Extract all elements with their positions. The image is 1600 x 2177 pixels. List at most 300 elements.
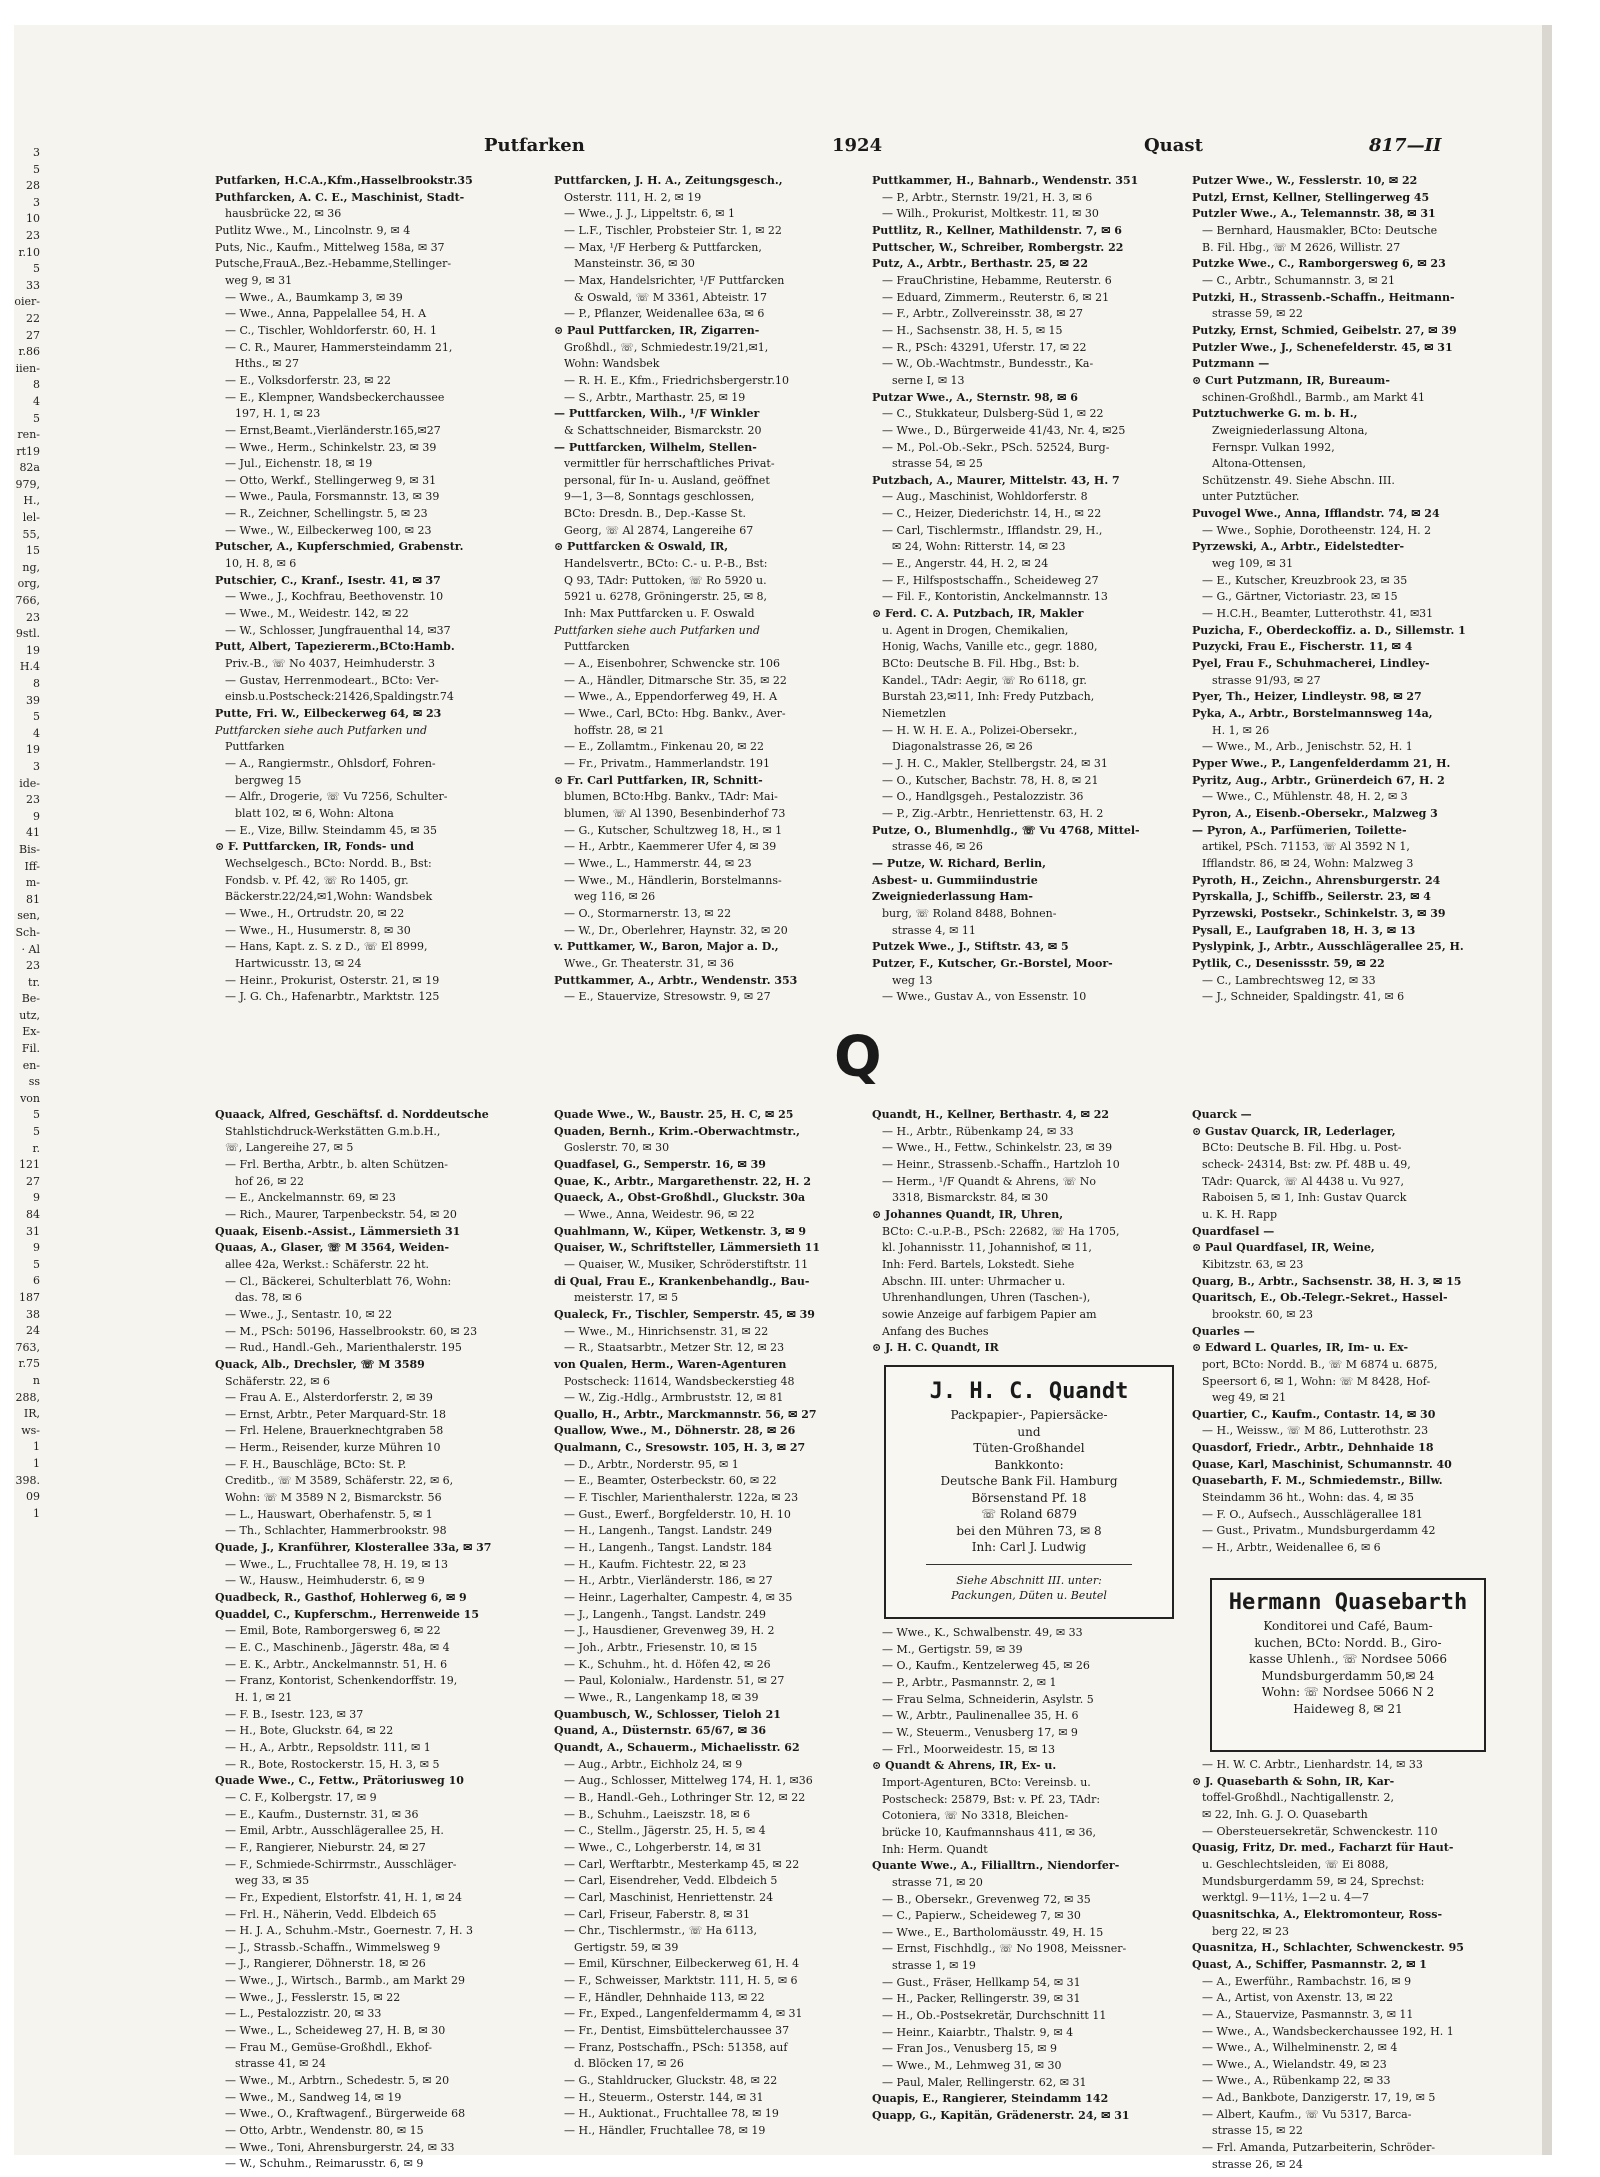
directory-entry: — M., PSch: 50196, Hasselbrookstr. 60, ✉ 23 bbox=[225, 1324, 478, 1338]
directory-entry: — B., Obersekr., Grevenweg 72, ✉ 35 bbox=[882, 1892, 1091, 1906]
column-3-bottom-upper bbox=[872, 1107, 1182, 1362]
directory-entry: Pyrzewski, Postsekr., Schinkelstr. 3, ✉ 39 bbox=[1192, 906, 1446, 920]
directory-entry: Ifflandstr. 86, ✉ 24, Wohn: Malzweg 3 bbox=[1202, 856, 1414, 870]
directory-entry: — Albert, Kaufm., ☏ Vu 5317, Barca- bbox=[1202, 2107, 1412, 2121]
ad-line: Wohn: ☏ Nordsee 5066 N 2 bbox=[1261, 1685, 1435, 1699]
directory-entry: — B., Schuhm., Laeiszstr. 18, ✉ 6 bbox=[564, 1807, 751, 1821]
directory-entry: — O., Stormarnerstr. 13, ✉ 22 bbox=[564, 906, 732, 920]
directory-entry: Putfarken, H.C.A.,Kfm.,Hasselbrookstr.35 bbox=[215, 174, 473, 187]
directory-entry: — Rud., Handl.-Geh., Marienthalerstr. 195 bbox=[225, 1341, 462, 1355]
strip-fragment: 288, bbox=[15, 1390, 40, 1404]
directory-entry: ⊙ Johannes Quandt, IR, Uhren, bbox=[872, 1207, 1064, 1221]
directory-entry: weg 116, ✉ 26 bbox=[574, 890, 656, 904]
directory-entry: — Wwe., H., Ortrudstr. 20, ✉ 22 bbox=[225, 906, 405, 920]
directory-entry: burg, ☏ Roland 8488, Bohnen- bbox=[882, 906, 1057, 920]
directory-entry: — C., Heizer, Diederichstr. 14, H., ✉ 22 bbox=[882, 507, 1102, 521]
directory-entry: Puttfarken bbox=[225, 740, 285, 754]
directory-entry: — Otto, Werkf., Stellingerweg 9, ✉ 31 bbox=[225, 473, 437, 487]
directory-entry: — Gust., Privatm., Mundsburgerdamm 42 bbox=[1202, 1524, 1436, 1538]
directory-entry: — Ernst,Beamt.,Vierländerstr.165,✉27 bbox=[225, 423, 441, 437]
strip-fragment: ss bbox=[28, 1075, 40, 1089]
directory-entry: Wechselgesch., BCto: Nordd. B., Bst: bbox=[225, 856, 432, 870]
directory-entry: 9—1, 3—8, Sonntags geschlossen, bbox=[564, 490, 755, 504]
directory-entry: Quaak, Eisenb.-Assist., Lämmersieth 31 bbox=[215, 1224, 461, 1238]
directory-entry: — H., Langenh., Tangst. Landstr. 184 bbox=[564, 1541, 773, 1555]
directory-entry: — Heinr., Prokurist, Osterstr. 21, ✉ 19 bbox=[225, 973, 440, 987]
directory-entry: ✉ 24, Wohn: Ritterstr. 14, ✉ 23 bbox=[892, 540, 1066, 554]
directory-entry: — R. H. E., Kfm., Friedrichsbergerstr.10 bbox=[564, 373, 789, 387]
strip-fragment: r.75 bbox=[18, 1357, 40, 1371]
directory-entry: u. K. H. Rapp bbox=[1202, 1207, 1278, 1221]
directory-entry: — Fran Jos., Venusberg 15, ✉ 9 bbox=[882, 2042, 1058, 2056]
strip-fragment: 763, bbox=[15, 1340, 40, 1354]
directory-entry: — Wwe., Anna, Pappelallee 54, H. A bbox=[225, 307, 427, 321]
directory-entry: Cotoniera, ☏ No 3318, Bleichen- bbox=[882, 1809, 1069, 1823]
directory-entry: — C. F., Kolbergstr. 17, ✉ 9 bbox=[225, 1790, 377, 1804]
directory-entry: BCto: C.-u.P.-B., PSch: 22682, ☏ Ha 1705, bbox=[882, 1224, 1120, 1238]
directory-entry: — H., Steuerm., Osterstr. 144, ✉ 31 bbox=[564, 2090, 764, 2104]
directory-entry: — E., Vize, Billw. Steindamm 45, ✉ 35 bbox=[225, 823, 438, 837]
directory-entry: Quardfasel — bbox=[1192, 1224, 1275, 1238]
directory-entry: — H., Auktionat., Fruchtallee 78, ✉ 19 bbox=[564, 2107, 779, 2121]
strip-fragment: 3 bbox=[33, 195, 40, 209]
directory-entry: von Qualen, Herm., Waren-Agenturen bbox=[554, 1357, 787, 1371]
directory-entry: ⊙ Paul Puttfarcken, IR, Zigarren- bbox=[554, 323, 760, 337]
strip-fragment: ws- bbox=[21, 1423, 40, 1437]
column-2-bottom bbox=[554, 1107, 864, 2147]
directory-entry: Steindamm 36 ht., Wohn: das. 4, ✉ 35 bbox=[1202, 1491, 1415, 1505]
directory-entry: Hths., ✉ 27 bbox=[235, 357, 299, 371]
directory-entry: — Wwe., J., Wirtsch., Barmb., am Markt 29 bbox=[225, 1974, 465, 1988]
directory-entry: — Wwe., M., Händlerin, Borstelmanns- bbox=[564, 873, 782, 887]
directory-entry: — K., Schuhm., ht. d. Höfen 42, ✉ 26 bbox=[564, 1657, 771, 1671]
directory-entry: Mundsburgerdamm 59, ✉ 24, Sprechst: bbox=[1202, 1874, 1425, 1888]
directory-entry: hof 26, ✉ 22 bbox=[235, 1174, 304, 1188]
directory-entry: ⊙ Edward L. Quarles, IR, Im- u. Ex- bbox=[1192, 1341, 1409, 1355]
directory-entry: Pyka, A., Arbtr., Borstelmannsweg 14a, bbox=[1192, 707, 1433, 720]
strip-fragment: von bbox=[20, 1091, 40, 1105]
directory-entry: blumen, BCto:Hbg. Bankv., TAdr: Mai- bbox=[564, 790, 778, 804]
directory-entry: Schäferstr. 22, ✉ 6 bbox=[225, 1374, 330, 1388]
strip-fragment: Be- bbox=[21, 992, 40, 1006]
directory-entry: Quarles — bbox=[1192, 1324, 1255, 1338]
directory-entry: — H. J. A., Schuhm.-Mstr., Goernestr. 7, H. 3 bbox=[225, 1924, 473, 1938]
directory-entry: — Wwe., J., Sentastr. 10, ✉ 22 bbox=[225, 1307, 393, 1321]
directory-entry: 10, H. 8, ✉ 6 bbox=[225, 557, 297, 571]
directory-entry: Inh: Max Puttfarcken u. F. Oswald bbox=[564, 607, 755, 621]
strip-fragment: 82a bbox=[19, 461, 40, 475]
directory-entry: — Quaiser, W., Musiker, Schröderstiftstr. 11 bbox=[564, 1257, 809, 1271]
directory-entry: — F., Schweisser, Marktstr. 111, H. 5, ✉ 6 bbox=[564, 1974, 798, 1988]
directory-entry: — Eduard, Zimmerm., Reuterstr. 6, ✉ 21 bbox=[882, 290, 1110, 304]
directory-entry: Quandt, H., Kellner, Berthastr. 4, ✉ 22 bbox=[872, 1108, 1110, 1121]
directory-entry: vermittler für herrschaftliches Privat- bbox=[564, 457, 775, 471]
directory-entry: — E., Stauervize, Stresowstr. 9, ✉ 27 bbox=[564, 990, 771, 1004]
directory-entry: — O., Kaufm., Kentzelerweg 45, ✉ 26 bbox=[882, 1659, 1090, 1673]
directory-entry: — Frau A. E., Alsterdorferstr. 2, ✉ 39 bbox=[225, 1391, 433, 1405]
directory-entry: BCto: Deutsche B. Fil. Hbg. u. Post- bbox=[1202, 1141, 1402, 1155]
directory-entry: — O., Kutscher, Bachstr. 78, H. 8, ✉ 21 bbox=[882, 773, 1099, 787]
strip-fragment: 6 bbox=[33, 1274, 40, 1288]
strip-fragment: 5 bbox=[33, 1108, 40, 1122]
directory-entry: — Wwe., A., Wandsbeckerchaussee 192, H. 1 bbox=[1202, 2024, 1454, 2038]
strip-fragment: 22 bbox=[26, 311, 40, 325]
directory-entry: — Frau Selma, Schneiderin, Asylstr. 5 bbox=[882, 1692, 1094, 1706]
directory-entry: — R., Staatsarbtr., Metzer Str. 12, ✉ 23 bbox=[564, 1341, 785, 1355]
directory-entry: — Wwe., Gustav A., von Essenstr. 10 bbox=[882, 990, 1087, 1004]
directory-entry: Putzbach, A., Maurer, Mittelstr. 43, H. 7 bbox=[872, 473, 1120, 487]
directory-entry: weg 49, ✉ 21 bbox=[1212, 1391, 1287, 1405]
strip-fragment: 4 bbox=[33, 726, 40, 740]
strip-fragment: org, bbox=[17, 577, 40, 591]
strip-fragment: · Al bbox=[21, 942, 40, 956]
directory-entry: Puts, Nic., Kaufm., Mittelweg 158a, ✉ 37 bbox=[215, 240, 445, 254]
directory-entry: Abschn. III. unter: Uhrmacher u. bbox=[882, 1274, 1066, 1288]
directory-entry: — M., Pol.-Ob.-Sekr., PSch. 52524, Burg- bbox=[882, 440, 1110, 454]
directory-entry: Fondsb. v. Pf. 42, ☏ Ro 1405, gr. bbox=[225, 873, 409, 887]
directory-entry: — Carl, Friseur, Faberstr. 8, ✉ 31 bbox=[564, 1907, 750, 1921]
directory-entry: Pytlik, C., Desenissstr. 59, ✉ 22 bbox=[1192, 956, 1385, 970]
directory-entry: — Wwe., A., Rübenkamp 22, ✉ 33 bbox=[1202, 2074, 1391, 2088]
directory-entry: — F. B., Isestr. 123, ✉ 37 bbox=[225, 1707, 364, 1721]
directory-entry: — Paul, Kolonialw., Hardenstr. 51, ✉ 27 bbox=[564, 1674, 785, 1688]
ad-line: Siehe Abschnitt III. unter: bbox=[956, 1573, 1102, 1587]
strip-fragment: 5 bbox=[33, 162, 40, 176]
strip-fragment: 8 bbox=[33, 677, 40, 690]
directory-entry: — J., Hausdiener, Grevenweg 39, H. 2 bbox=[564, 1624, 775, 1638]
directory-entry: Kandel., TAdr: Aegir, ☏ Ro 6118, gr. bbox=[882, 673, 1087, 687]
strip-fragment: en- bbox=[22, 1058, 40, 1072]
directory-entry: Bäckerstr.22/24,✉1,Wohn: Wandsbek bbox=[225, 890, 433, 904]
directory-entry: TAdr: Quarck, ☏ Al 4438 u. Vu 927, bbox=[1202, 1174, 1405, 1188]
directory-entry: Quaeck, A., Obst-Großhdl., Gluckstr. 30a bbox=[554, 1191, 806, 1205]
directory-entry: — Wwe., K., Schwalbenstr. 49, ✉ 33 bbox=[882, 1626, 1083, 1639]
directory-entry: — Ad., Bankbote, Danzigerstr. 17, 19, ✉ 5 bbox=[1202, 2091, 1436, 2105]
directory-entry: — O., Handlgsgeh., Pestalozzistr. 36 bbox=[882, 790, 1084, 804]
directory-entry: — Wwe., R., Langenkamp 18, ✉ 39 bbox=[564, 1690, 759, 1704]
directory-entry: — Aug., Schlosser, Mittelweg 174, H. 1, ✉36 bbox=[564, 1774, 813, 1788]
directory-entry: Postscheck: 11614, Wandsbeckerstieg 48 bbox=[564, 1374, 795, 1388]
directory-entry: — Max, ¹/F Herberg & Puttfarcken, bbox=[564, 240, 762, 254]
directory-entry: Import-Agenturen, BCto: Vereinsb. u. bbox=[882, 1775, 1091, 1789]
directory-entry: Putzer Wwe., W., Fesslerstr. 10, ✉ 22 bbox=[1192, 174, 1418, 187]
directory-entry: — Gust., Ewerf., Borgfelderstr. 10, H. 10 bbox=[564, 1507, 791, 1521]
directory-entry: — M., Gertigstr. 59, ✉ 39 bbox=[882, 1642, 1023, 1656]
directory-entry: blumen, ☏ Al 1390, Besenbinderhof 73 bbox=[564, 806, 786, 820]
strip-fragment: oier- bbox=[14, 295, 40, 309]
ad-line: bei den Mühren 73, ✉ 8 bbox=[956, 1523, 1102, 1538]
directory-entry: Putzler Wwe., J., Schenefelderstr. 45, ✉ 31 bbox=[1192, 340, 1453, 354]
directory-entry: Putzler Wwe., A., Telemannstr. 38, ✉ 31 bbox=[1192, 207, 1436, 221]
directory-entry: — Heinr., Kaiarbtr., Thalstr. 9, ✉ 4 bbox=[882, 2025, 1074, 2039]
directory-entry: — Wwe., M., Lehmweg 31, ✉ 30 bbox=[882, 2059, 1062, 2073]
directory-entry: Quade Wwe., W., Baustr. 25, H. C, ✉ 25 bbox=[554, 1108, 794, 1121]
strip-fragment: 5 bbox=[33, 710, 40, 724]
strip-fragment: 23 bbox=[26, 959, 40, 973]
directory-entry: Qualeck, Fr., Tischler, Semperstr. 45, ✉ 39 bbox=[554, 1307, 815, 1321]
directory-entry: — Wwe., M., Sandweg 14, ✉ 19 bbox=[225, 2090, 402, 2104]
directory-entry: ⊙ J. H. C. Quandt, IR bbox=[872, 1341, 999, 1355]
directory-entry: Quaritsch, E., Ob.-Telegr.-Sekret., Hassel- bbox=[1192, 1291, 1448, 1305]
strip-fragment: 5 bbox=[33, 1257, 40, 1271]
strip-fragment: 55, bbox=[22, 527, 40, 541]
directory-entry: Mansteinstr. 36, ✉ 30 bbox=[574, 257, 695, 271]
strip-fragment: 187 bbox=[19, 1290, 40, 1304]
directory-entry: Quartier, C., Kaufm., Contastr. 14, ✉ 30 bbox=[1192, 1407, 1436, 1421]
directory-entry: — F., Hilfspostschaffn., Scheideweg 27 bbox=[882, 573, 1099, 587]
directory-entry: — Wwe., M., Hinrichsenstr. 31, ✉ 22 bbox=[564, 1324, 769, 1338]
directory-entry: — W., Steuerm., Venusberg 17, ✉ 9 bbox=[882, 1725, 1078, 1739]
ad-line: Mundsburgerdamm 50,✉ 24 bbox=[1261, 1668, 1435, 1683]
strip-fragment: 19 bbox=[26, 643, 40, 657]
directory-entry: hoffstr. 28, ✉ 21 bbox=[574, 723, 665, 737]
directory-entry: Pyer, Th., Heizer, Lindleystr. 98, ✉ 27 bbox=[1192, 690, 1422, 704]
directory-entry: Postscheck: 25879, Bst: v. Pf. 23, TAdr: bbox=[882, 1792, 1101, 1806]
strip-fragment: r.10 bbox=[18, 245, 40, 259]
strip-fragment: 31 bbox=[26, 1224, 40, 1238]
directory-entry: brücke 10, Kaufmannshaus 411, ✉ 36, bbox=[882, 1825, 1097, 1839]
directory-entry: — R., Zeichner, Schellingstr. 5, ✉ 23 bbox=[225, 507, 428, 521]
directory-entry: Inh: Herm. Quandt bbox=[882, 1842, 988, 1856]
directory-entry: Quade, J., Kranführer, Klosterallee 33a, ✉ 37 bbox=[215, 1541, 492, 1555]
strip-fragment: n bbox=[32, 1373, 40, 1387]
directory-entry: Zweigniederlassung Altona, bbox=[1212, 423, 1368, 437]
directory-entry: — FrauChristine, Hebamme, Reuterstr. 6 bbox=[882, 273, 1112, 287]
directory-entry: ☏, Langereihe 27, ✉ 5 bbox=[225, 1141, 354, 1155]
directory-entry: Fernspr. Vulkan 1992, bbox=[1212, 440, 1335, 454]
directory-entry: — Ernst, Arbtr., Peter Marquard-Str. 18 bbox=[225, 1407, 447, 1421]
strip-fragment: 766, bbox=[15, 594, 40, 608]
strip-fragment: Iff- bbox=[24, 859, 40, 873]
strip-fragment: 1 bbox=[33, 1440, 40, 1454]
directory-entry: v. Puttkamer, W., Baron, Major a. D., bbox=[554, 940, 779, 954]
directory-entry: strasse 41, ✉ 24 bbox=[235, 2057, 326, 2071]
directory-entry: Priv.-B., ☏ No 4037, Heimhuderstr. 3 bbox=[225, 657, 435, 671]
directory-entry: — A., Artist, von Axenstr. 13, ✉ 22 bbox=[1202, 1991, 1394, 2005]
strip-fragment: 9 bbox=[33, 1191, 40, 1205]
strip-fragment: 3 bbox=[33, 146, 40, 159]
directory-entry: hausbrücke 22, ✉ 36 bbox=[225, 207, 342, 221]
directory-entry: — H., A., Arbtr., Repsoldstr. 111, ✉ 1 bbox=[225, 1740, 431, 1754]
strip-fragment: 5 bbox=[33, 411, 40, 425]
directory-entry: Quapp, G., Kapitän, Grädenerstr. 24, ✉ 31 bbox=[872, 2109, 1130, 2123]
directory-entry: — J., Strassb.-Schaffn., Wimmelsweg 9 bbox=[225, 1940, 441, 1954]
directory-entry: Q 93, TAdr: Puttoken, ☏ Ro 5920 u. bbox=[564, 573, 767, 587]
directory-entry: — C., Lambrechtsweg 12, ✉ 33 bbox=[1202, 973, 1376, 987]
directory-entry: 197, H. 1, ✉ 23 bbox=[235, 407, 321, 421]
directory-entry: — F. H., Bauschläge, BCto: St. P. bbox=[225, 1457, 407, 1471]
directory-entry: Quast, A., Schiffer, Pasmannstr. 2, ✉ 1 bbox=[1192, 1957, 1427, 1971]
directory-entry: Hartwicusstr. 13, ✉ 24 bbox=[235, 956, 362, 970]
directory-entry: Quambusch, W., Schlosser, Tieloh 21 bbox=[554, 1707, 781, 1721]
directory-entry: — Wwe., Paula, Forsmannstr. 13, ✉ 39 bbox=[225, 490, 440, 504]
directory-entry: — H., Kaufm. Fichtestr. 22, ✉ 23 bbox=[564, 1557, 747, 1571]
directory-entry: Puttfarcken, J. H. A., Zeitungsgesch., bbox=[554, 174, 783, 187]
directory-entry: Putzl, Ernst, Kellner, Stellingerweg 45 bbox=[1192, 190, 1430, 204]
directory-entry: — Wwe., O., Kraftwagenf., Bürgerweide 68 bbox=[225, 2107, 466, 2121]
directory-entry: weg 109, ✉ 31 bbox=[1212, 557, 1294, 571]
strip-fragment: 979, bbox=[15, 477, 40, 491]
column-4-bottom-lower bbox=[1192, 1757, 1512, 2171]
directory-entry: serne I, ✉ 13 bbox=[892, 373, 965, 387]
directory-entry: Puzycki, Frau E., Fischerstr. 11, ✉ 4 bbox=[1192, 640, 1413, 654]
directory-entry: — P., Arbtr., Pasmannstr. 2, ✉ 1 bbox=[882, 1675, 1057, 1689]
directory-entry: Puzicha, F., Oberdeckoffiz. a. D., Sillemstr. 1 bbox=[1192, 623, 1466, 637]
strip-fragment: ren- bbox=[17, 428, 40, 442]
directory-entry: — C., Tischler, Wohldorferstr. 60, H. 1 bbox=[225, 323, 438, 337]
directory-entry: allee 42a, Werkst.: Schäferstr. 22 ht. bbox=[225, 1257, 430, 1271]
directory-entry: Quase, Karl, Maschinist, Schumannstr. 40 bbox=[1192, 1457, 1452, 1471]
directory-entry: ⊙ F. Puttfarcken, IR, Fonds- und bbox=[215, 840, 414, 854]
page-header bbox=[14, 135, 1542, 165]
directory-entry: Großhdl., ☏, Schmiedestr.19/21,✉1, bbox=[564, 340, 769, 354]
directory-entry: das. 78, ✉ 6 bbox=[235, 1291, 302, 1305]
directory-entry: ⊙ Fr. Carl Puttfarken, IR, Schnitt- bbox=[554, 773, 763, 787]
directory-entry: — W., Schlosser, Jungfrauenthal 14, ✉37 bbox=[225, 623, 451, 637]
directory-entry: Putz, A., Arbtr., Berthastr. 25, ✉ 22 bbox=[872, 257, 1088, 271]
directory-entry: — J. G. Ch., Hafenarbtr., Marktstr. 125 bbox=[225, 990, 440, 1004]
directory-entry: Pyper Wwe., P., Langenfelderdamm 21, H. bbox=[1192, 756, 1451, 770]
directory-entry: Pyron, A., Eisenb.-Obersekr., Malzweg 3 bbox=[1192, 806, 1438, 820]
ad-line: Inh: Carl J. Ludwig bbox=[971, 1540, 1087, 1554]
directory-entry: Quapis, E., Rangierer, Steindamm 142 bbox=[872, 2092, 1109, 2106]
header-right-keyword: Quast bbox=[1144, 135, 1203, 156]
strip-fragment: r. bbox=[32, 1141, 40, 1155]
directory-entry: — Wwe., Toni, Ahrensburgerstr. 24, ✉ 33 bbox=[225, 2140, 455, 2154]
directory-entry: Quasnitschka, A., Elektromonteur, Ross- bbox=[1192, 1907, 1443, 1921]
column-4-bottom-upper bbox=[1192, 1107, 1512, 1557]
directory-entry: Stahlstichdruck-Werkstätten G.m.b.H., bbox=[225, 1124, 441, 1138]
column-4-top bbox=[1192, 173, 1512, 1018]
directory-entry: berg 22, ✉ 23 bbox=[1212, 1924, 1290, 1938]
directory-entry: Putzmann — bbox=[1192, 357, 1270, 371]
directory-entry: — H., Ob.-Postsekretär, Durchschnitt 11 bbox=[882, 2009, 1107, 2023]
directory-entry: Quadfasel, G., Semperstr. 16, ✉ 39 bbox=[554, 1157, 766, 1171]
directory-entry: — Ernst, Fischhdlg., ☏ No 1908, Meissner- bbox=[882, 1942, 1127, 1956]
directory-entry: — Fr., Exped., Langenfeldermamm 4, ✉ 31 bbox=[564, 2007, 803, 2021]
directory-entry: Burstah 23,✉11, Inh: Fredy Putzbach, bbox=[882, 690, 1095, 704]
directory-entry: — E., Angerstr. 44, H. 2, ✉ 24 bbox=[882, 557, 1049, 571]
directory-entry: — Fil. F., Kontoristin, Anckelmannstr. 13 bbox=[882, 590, 1108, 604]
directory-entry: — J., Rangierer, Döhnerstr. 18, ✉ 26 bbox=[225, 1957, 426, 1971]
strip-fragment: 28 bbox=[26, 179, 40, 193]
directory-entry: — Frl. Bertha, Arbtr., b. alten Schützen- bbox=[225, 1157, 449, 1171]
directory-entry: — Frl., Moorweidestr. 15, ✉ 13 bbox=[882, 1742, 1055, 1756]
directory-entry: — Rich., Maurer, Tarpenbeckstr. 54, ✉ 20 bbox=[225, 1207, 457, 1221]
directory-entry: Quallow, Wwe., M., Döhnerstr. 28, ✉ 26 bbox=[554, 1424, 796, 1438]
directory-entry: Puttscher, W., Schreiber, Rombergstr. 22 bbox=[872, 240, 1124, 254]
directory-entry: weg 9, ✉ 31 bbox=[225, 273, 293, 287]
directory-entry: Asbest- u. Gummiindustrie bbox=[872, 873, 1038, 887]
directory-entry: — Wwe., M., Arb., Jenischstr. 52, H. 1 bbox=[1202, 740, 1413, 754]
directory-entry: Handelsvertr., BCto: C.- u. P.-B., Bst: bbox=[564, 557, 768, 571]
directory-entry: strasse 59, ✉ 22 bbox=[1212, 307, 1303, 321]
directory-entry: ⊙ J. Quasebarth & Sohn, IR, Kar- bbox=[1192, 1774, 1395, 1788]
directory-entry: — G., Stahldrucker, Gluckstr. 48, ✉ 22 bbox=[564, 2074, 778, 2088]
directory-entry: — Puttfarcken, Wilh., ¹/F Winkler bbox=[554, 407, 760, 421]
column-1-bottom bbox=[215, 1107, 545, 2171]
directory-entry: ⊙ Quandt & Ahrens, IR, Ex- u. bbox=[872, 1759, 1057, 1773]
directory-entry: Putzke Wwe., C., Ramborgersweg 6, ✉ 23 bbox=[1192, 257, 1446, 271]
directory-entry: — Fr., Privatm., Hammerlandstr. 191 bbox=[564, 756, 771, 770]
directory-entry: — Hans, Kapt. z. S. z D., ☏ El 8999, bbox=[225, 940, 428, 954]
directory-entry: blatt 102, ✉ 6, Wohn: Altona bbox=[235, 806, 394, 820]
directory-entry: — Wwe., Anna, Weidestr. 96, ✉ 22 bbox=[564, 1207, 755, 1221]
strip-fragment: sen, bbox=[17, 909, 40, 923]
directory-entry: kl. Johannisstr. 11, Johannishof, ✉ 11, bbox=[882, 1241, 1092, 1255]
header-left-keyword: Putfarken bbox=[484, 135, 585, 156]
directory-entry: — E., Kutscher, Kreuzbrook 23, ✉ 35 bbox=[1202, 573, 1408, 587]
directory-entry: Putzki, H., Strassenb.-Schaffn., Heitmann- bbox=[1192, 290, 1455, 304]
directory-entry: Quadbeck, R., Gasthof, Hohlerweg 6, ✉ 9 bbox=[215, 1591, 467, 1605]
directory-page bbox=[14, 25, 1542, 2171]
directory-entry: — Wwe., J., Fesslerstr. 15, ✉ 22 bbox=[225, 1990, 401, 2004]
directory-entry: — Wwe., M., Weidestr. 142, ✉ 22 bbox=[225, 607, 409, 621]
adjacent-page-strip bbox=[14, 145, 42, 2095]
directory-entry: — Wwe., L., Hammerstr. 44, ✉ 23 bbox=[564, 856, 752, 870]
strip-fragment: 19 bbox=[26, 743, 40, 757]
directory-entry: Putzar Wwe., A., Sternstr. 98, ✉ 6 bbox=[872, 390, 1078, 404]
strip-fragment: 8 bbox=[33, 378, 40, 392]
directory-entry: strasse 71, ✉ 20 bbox=[892, 1875, 983, 1889]
strip-fragment: 121 bbox=[19, 1158, 40, 1172]
directory-entry: — H., Langenh., Tangst. Landstr. 249 bbox=[564, 1524, 773, 1538]
section-letter: Q bbox=[834, 1025, 882, 1090]
directory-entry: BCto: Dresdn. B., Dep.-Kasse St. bbox=[564, 507, 746, 521]
directory-entry: — E., Klempner, Wandsbeckerchaussee bbox=[225, 390, 445, 404]
directory-entry: Puttkammer, A., Arbtr., Wendenstr. 353 bbox=[554, 973, 798, 987]
directory-entry: Quack, Alb., Drechsler, ☏ M 3589 bbox=[215, 1357, 425, 1371]
directory-entry: — Fr., Dentist, Eimsbüttelerchaussee 37 bbox=[564, 2024, 790, 2038]
directory-entry: — Wwe., Carl, BCto: Hbg. Bankv., Aver- bbox=[564, 707, 786, 720]
directory-entry: Pyroth, H., Zeichn., Ahrensburgerstr. 24 bbox=[1192, 873, 1441, 887]
directory-entry: — Paul, Maler, Rellingerstr. 62, ✉ 31 bbox=[882, 2075, 1087, 2089]
quasebarth-ad-title: Hermann Quasebarth bbox=[1228, 1590, 1468, 1615]
directory-entry: — Wwe., Herm., Schinkelstr. 23, ✉ 39 bbox=[225, 440, 437, 454]
strip-fragment: tr. bbox=[28, 975, 40, 989]
ad-line: Packpapier-, Papiersäcke- bbox=[950, 1408, 1108, 1422]
directory-entry: Honig, Wachs, Vanille etc., gegr. 1880, bbox=[882, 640, 1098, 654]
strip-fragment: 5 bbox=[33, 1125, 40, 1139]
strip-fragment: H.4 bbox=[19, 660, 40, 674]
directory-entry: Quaiser, W., Schriftsteller, Lämmersieth 11 bbox=[554, 1241, 821, 1255]
directory-entry: Quarck — bbox=[1192, 1108, 1252, 1121]
directory-entry: H. 1, ✉ 21 bbox=[235, 1690, 293, 1704]
directory-entry: — S., Arbtr., Marthastr. 25, ✉ 19 bbox=[564, 390, 746, 404]
directory-entry: — Th., Schlachter, Hammerbrookstr. 98 bbox=[225, 1524, 447, 1538]
directory-entry: — Frl. Amanda, Putzarbeiterin, Schröder- bbox=[1202, 2141, 1436, 2155]
directory-entry: — Wwe., C., Lohgerberstr. 14, ✉ 31 bbox=[564, 1840, 763, 1854]
directory-entry: 5921 u. 6278, Gröningerstr. 25, ✉ 8, bbox=[564, 590, 768, 604]
directory-entry: artikel, PSch. 71153, ☏ Al 3592 N 1, bbox=[1202, 840, 1410, 854]
strip-fragment: 33 bbox=[26, 278, 40, 292]
directory-entry: Putzky, Ernst, Schmied, Geibelstr. 27, ✉ 39 bbox=[1192, 323, 1457, 337]
directory-entry: Uhrenhandlungen, Uhren (Taschen-), bbox=[882, 1291, 1091, 1305]
strip-fragment: 5 bbox=[33, 262, 40, 276]
directory-entry: — Emil, Kürschner, Eilbeckerweg 61, H. 4 bbox=[564, 1957, 800, 1971]
directory-entry: Gertigstr. 59, ✉ 39 bbox=[574, 1940, 679, 1954]
directory-entry: — H. W. H. E. A., Polizei-Obersekr., bbox=[882, 723, 1078, 737]
directory-entry: Zweigniederlassung Ham- bbox=[872, 890, 1033, 904]
directory-entry: Quarg, B., Arbtr., Sachsenstr. 38, H. 3, ✉ 15 bbox=[1192, 1274, 1462, 1288]
directory-entry: Puttfarken siehe auch Putfarken und bbox=[554, 623, 760, 637]
directory-entry: di Qual, Frau E., Krankenbehandlg., Bau- bbox=[554, 1274, 810, 1288]
directory-entry: — Emil, Bote, Ramborgersweg 6, ✉ 22 bbox=[225, 1624, 441, 1638]
strip-fragment: 9 bbox=[33, 1241, 40, 1255]
directory-entry: — Otto, Arbtr., Wendenstr. 80, ✉ 15 bbox=[225, 2124, 424, 2138]
directory-entry: — Max, Handelsrichter, ¹/F Puttfarcken bbox=[564, 273, 785, 287]
directory-entry: ⊙ Puttfarcken & Oswald, IR, bbox=[554, 540, 729, 554]
